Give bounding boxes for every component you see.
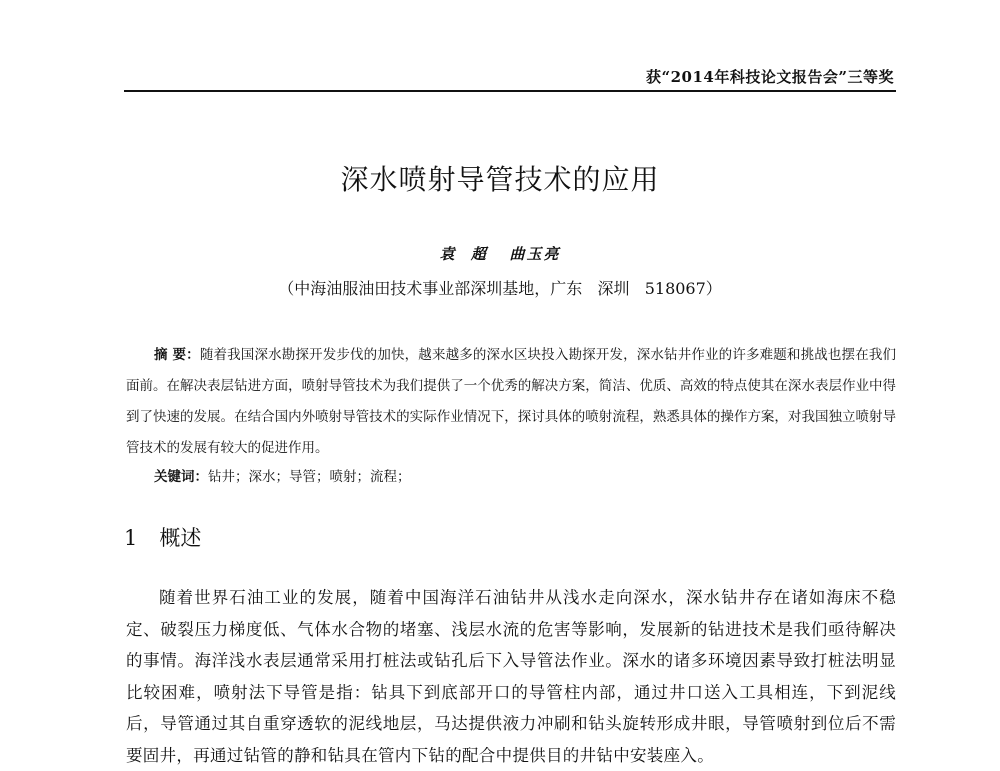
paper-title: 深水喷射导管技术的应用 — [340, 163, 660, 196]
keywords — [154, 465, 411, 485]
abstract — [126, 340, 896, 464]
keywords-text: 钻井；深水；导管；喷射；流程； — [208, 469, 411, 485]
section-heading — [124, 522, 201, 552]
paper-authors: 袁 超 曲玉亮 — [439, 245, 561, 263]
award-note: 获“2014年科技论文报告会”三等奖 — [645, 68, 894, 86]
section-number: 1 — [124, 526, 138, 550]
header-rule — [124, 90, 896, 92]
section-paragraph: 随着世界石油工业的发展，随着中国海洋石油钻井从浅水走向深水，深水钻井存在诸如海床不稳定、破裂压力梯度低、气体水合物的堵塞、浅层水流的危害等影响，发展新的钻进技术是我们亟待解决的事情。海洋浅水表层通常采用打桩法或钻孔后下入导管法作业。深水的诸多环境因素导致打桩法明显比较困难，喷射法下导管是指：钻具下到底部开口的导管柱内部，通过井口送入工具相连，下到泥线后，导管通过其自重穿透软的泥线地层，马达提供液力冲刷和钻头旋转形成井眼，导管喷射到位后不需要固井，再通过钻管的静和钻具在管内下钻的配合中提供目的井钻中安装座入。 — [126, 588, 896, 765]
section-title: 概述 — [159, 526, 202, 550]
paper-affiliation: （中海油服油田技术事业部深圳基地，广东 深圳 518067） — [278, 279, 722, 298]
abstract-text: 随着我国深水勘探开发步伐的加快，越来越多的深水区块投入勘探开发，深水钻井作业的许多难题和挑战也摆在我们面前。在解决表层钻进方面，喷射导管技术为我们提供了一个优秀的解决方案，简洁、优质、高效的特点使其在深水表层作业中得到了快速的发展。在结合国内外喷射导管技术的实际作业情况下，探讨具体的喷射流程，熟悉具体的操作方案，对我国独立喷射导管技术的发展有较大的促进作用。 — [126, 347, 897, 456]
abstract-label: 摘 要： — [154, 347, 200, 363]
keywords-label: 关键词： — [154, 469, 208, 485]
